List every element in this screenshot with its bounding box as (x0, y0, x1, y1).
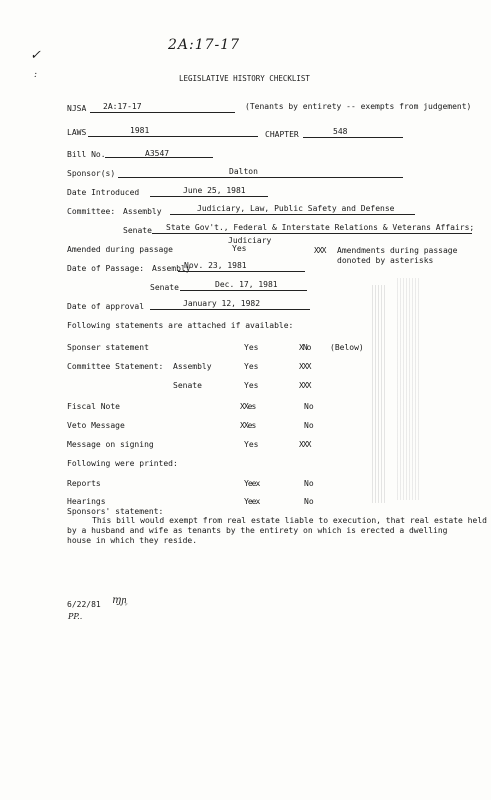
chapter-label: CHAPTER (265, 130, 299, 139)
veto-message-no: No (304, 421, 314, 430)
sponsor-label: Sponsor(s) (67, 169, 116, 178)
following-attached-heading: Following statements are attached if available: (67, 321, 294, 330)
handwritten-initials: PP.. (68, 612, 83, 621)
committee-statement-assembly-label: Assembly (173, 362, 212, 371)
njsa-value: 2A:17-17 (103, 102, 142, 111)
committee-senate-value: State Gov't., Federal & Interstate Relations & Veterans Affairs; (166, 223, 475, 232)
introduced-underline (150, 196, 268, 197)
amended-yes: Yes (232, 244, 247, 253)
committee-label: Committee: (67, 207, 116, 216)
committee-assembly-value: Judiciary, Law, Public Safety and Defense (197, 204, 395, 213)
passage-senate-label: Senate (150, 283, 179, 292)
laws-underline (88, 136, 258, 137)
fiscal-note-yes-struck: XXes (240, 402, 256, 411)
sponsors-statement-line-2: by a husband and wife as tenants by the entirety on which is erected a dwelling (67, 526, 448, 535)
committee-statement-label: Committee Statement: (67, 362, 164, 371)
fiscal-note-no: No (304, 402, 314, 411)
message-signing-yes: Yes (244, 440, 259, 449)
chapter-underline (303, 137, 403, 138)
following-printed-heading: Following were printed: (67, 459, 178, 468)
approval-underline (150, 309, 310, 310)
sponsor-statement-no-struck: XNo (299, 343, 311, 352)
handwritten-signature: ɱɲ᷊ (112, 595, 127, 606)
passage-assembly-value: Nov. 23, 1981 (184, 261, 247, 270)
approval-value: January 12, 1982 (183, 299, 261, 308)
sponsors-statement-heading: Sponsors' statement: (67, 507, 164, 516)
fiscal-note-label: Fiscal Note (67, 402, 120, 411)
njsa-label: NJSA (67, 104, 87, 113)
handwritten-check-mark: ✓ (30, 48, 41, 63)
bill-label: Bill No. (67, 150, 106, 159)
amended-note-2: donoted by asterisks (337, 256, 434, 265)
committee-statement-senate-label: Senate (173, 381, 202, 390)
amended-label: Amended during passage (67, 245, 173, 254)
reports-label: Reports (67, 479, 101, 488)
bill-underline (105, 157, 213, 158)
passage-senate-underline (180, 290, 307, 291)
page-title: LEGISLATIVE HISTORY CHECKLIST (179, 74, 310, 83)
sponsor-underline (118, 177, 403, 178)
handwritten-mark: : (34, 70, 38, 80)
committee-statement-senate-yes: Yes (244, 381, 259, 390)
message-signing-no-struck: XXX (299, 440, 311, 449)
njsa-underline (90, 112, 235, 113)
committee-senate-label: Senate (123, 226, 152, 235)
faint-stamp-right (397, 278, 419, 500)
reports-no: No (304, 479, 314, 488)
laws-label: LAWS (67, 128, 87, 137)
sponsor-statement-label: Sponser statement (67, 343, 149, 352)
committee-statement-senate-no-struck: XXX (299, 381, 311, 390)
hearings-no: No (304, 497, 314, 506)
sponsor-statement-note: (Below) (330, 343, 364, 352)
veto-message-label: Veto Message (67, 421, 125, 430)
committee-statement-assembly-no-struck: XXX (299, 362, 311, 371)
passage-senate-value: Dec. 17, 1981 (215, 280, 278, 289)
sponsor-statement-yes: Yes (244, 343, 259, 352)
hearings-yes-struck: Yeex (244, 497, 260, 506)
sponsors-statement-line-3: house in which they reside. (67, 536, 198, 545)
njsa-description: (Tenants by entirety -- exempts from judgement) (245, 102, 472, 111)
reports-yes-struck: Yeex (244, 479, 260, 488)
committee-assembly-label: Assembly (123, 207, 162, 216)
passage-assembly-underline (178, 271, 305, 272)
amended-note-1: Amendments during passage (337, 246, 458, 255)
passage-label: Date of Passage: (67, 264, 145, 273)
committee-senate-value-2: Judiciary (228, 236, 272, 245)
committee-senate-underline (152, 233, 472, 234)
chapter-value: 548 (333, 127, 348, 136)
handwritten-statute-number: 2A:17-17 (168, 37, 241, 53)
faint-stamp-left (372, 285, 386, 503)
veto-message-yes-struck: XXes (240, 421, 256, 430)
sponsor-value: Dalton (229, 167, 258, 176)
handwritten-date: 6/22/81 (67, 600, 101, 609)
passage-assembly-label: Assembly (152, 264, 191, 273)
bill-value: A3547 (145, 149, 170, 158)
introduced-value: June 25, 1981 (183, 186, 246, 195)
introduced-label: Date Introduced (67, 188, 140, 197)
amended-no-struck: XXX (314, 246, 326, 255)
sponsors-statement-line-1: This bill would exempt from real estate liable to execution, that real estate held (92, 516, 487, 525)
approval-label: Date of approval (67, 302, 145, 311)
message-signing-label: Message on signing (67, 440, 154, 449)
hearings-label: Hearings (67, 497, 106, 506)
laws-value: 1981 (130, 126, 150, 135)
committee-statement-assembly-yes: Yes (244, 362, 259, 371)
committee-assembly-underline (170, 214, 415, 215)
